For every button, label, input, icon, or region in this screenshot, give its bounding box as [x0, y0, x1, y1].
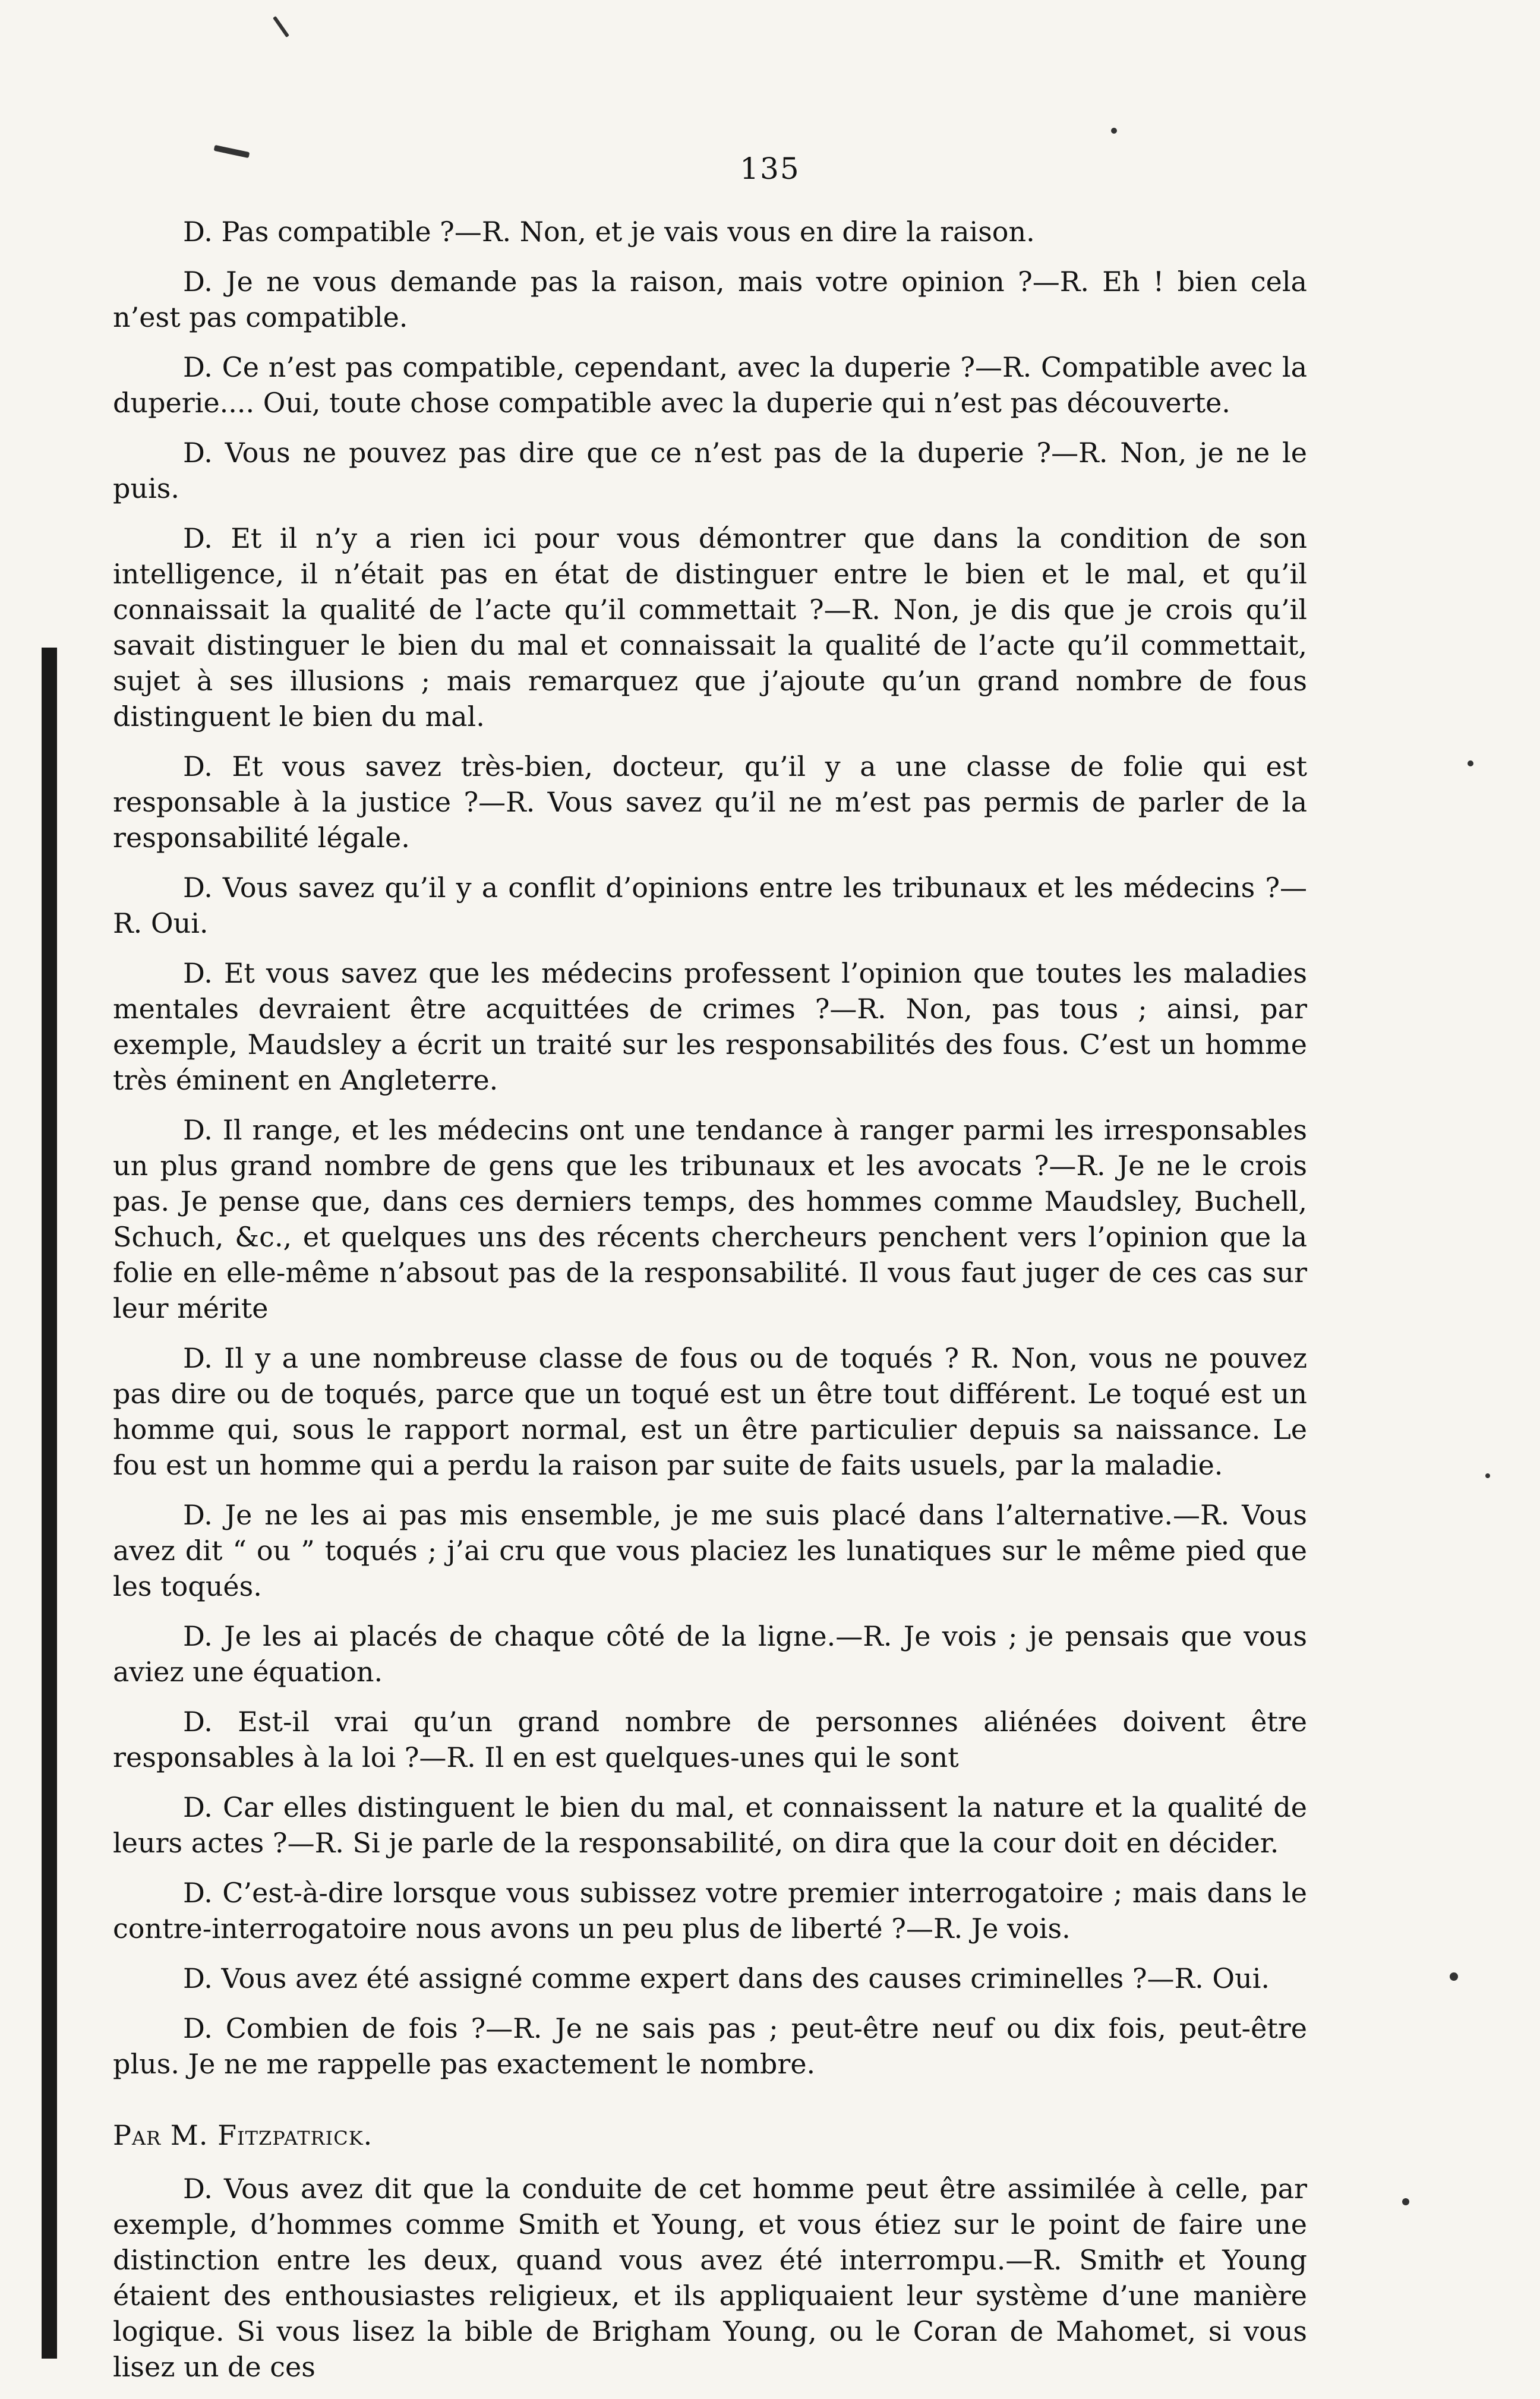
page-body: [113, 214, 1307, 2399]
section-heading: Par M. Fitzpatrick.: [113, 2119, 373, 2151]
paragraph: D. Il y a une nombreuse classe de fous ou de toqués ? R. Non, vous ne pouvez pas dire ou de toqués, parce que un toqué est un être tout différent. Le toqué est un homme qui, sous le rapport normal, est un être particulier depuis sa naissance. Le fou est un homme qui a perdu la raison par suite de faits usuels, par la maladie.: [113, 1342, 1307, 1481]
paragraph: D. C’est-à-dire lorsque vous subissez votre premier interrogatoire ; mais dans le contre-interrogatoire nous avons un peu plus de liberté ?—R. Je vois.: [113, 1877, 1307, 1945]
paragraph: D. Il range, et les médecins ont une tendance à ranger parmi les irresponsables un plus grand nombre de gens que les tribunaux et les avocats ?—R. Je ne le crois pas. Je pense que, dans ces derniers temps, des hommes comme Maudsley, Buchell, Schuch, &c., et quelques uns des récents chercheurs penchent vers l’opinion que la folie en elle-même n’absout pas de la responsabilité. Il vous faut juger de ces cas sur leur mérite: [113, 1114, 1307, 1324]
paragraph: D. Car elles distinguent le bien du mal, et connaissent la nature et la qualité de leurs actes ?—R. Si je parle de la responsabilité, on dira que la cour doit en décider.: [113, 1791, 1307, 1859]
scan-margin-bar: [42, 648, 57, 2359]
paragraph: D. Et il n’y a rien ici pour vous démontrer que dans la condition de son intelligence, il n’était pas en état de distinguer entre le bien et le mal, et qu’il connaissait la qualité de l’acte qu’il commettait ?—R. Non, je dis que je crois qu’il savait distinguer le bien du mal et connaissait la qualité de l’acte qu’il commettait, sujet à ses illusions ; mais remarquez que j’ajoute qu’un grand nombre de fous distinguent le bien du mal.: [113, 522, 1307, 733]
page-number: 135: [740, 151, 800, 186]
paragraph: D. Et vous savez que les médecins professent l’opinion que toutes les maladies mentales devraient être acquittées de crimes ?—R. Non, pas tous ; ainsi, par exemple, Maudsley a écrit un traité sur les responsabilités des fous. C’est un homme très éminent en Angleterre.: [113, 957, 1307, 1096]
paragraph: D. Je les ai placés de chaque côté de la ligne.—R. Je vois ; je pensais que vous aviez une équation.: [113, 1620, 1307, 1688]
paragraph: D. Est-il vrai qu’un grand nombre de personnes aliénées doivent être responsables à la loi ?—R. Il en est quelques-unes qui le sont: [113, 1706, 1307, 1773]
paragraph: D. Je ne les ai pas mis ensemble, je me suis placé dans l’alternative.—R. Vous avez dit “ ou ” toqués ; j’ai cru que vous placiez les lunatiques sur le même pied que les toqués.: [113, 1499, 1307, 1602]
paragraph: D. Je ne vous demande pas la raison, mais votre opinion ?—R. Eh ! bien cela n’est pas compatible.: [113, 266, 1307, 333]
paragraph: D. Pas compatible ?—R. Non, et je vais vous en dire la raison.: [183, 216, 1035, 248]
paragraph: D. Combien de fois ?—R. Je ne sais pas ; peut-être neuf ou dix fois, peut-être plus. Je ne me rappelle pas exactement le nombre.: [113, 2012, 1307, 2080]
paragraph: D. Ce n’est pas compatible, cependant, avec la duperie ?—R. Compatible avec la duperie.... Oui, toute chose compatible avec la duperie qui n’est pas découverte.: [113, 351, 1307, 419]
paragraph: D. Vous savez qu’il y a conflit d’opinions entre les tribunaux et les médecins ?—R. Oui.: [113, 872, 1307, 939]
paragraph: D. Vous avez dit que la conduite de cet homme peut être assimilée à celle, par exemple, d’hommes comme Smith et Young, et vous étiez sur le point de faire une distinction entre les deux, quand vous avez été interrompu.—R. Smith et Young étaient des enthousiastes religieux, et ils appliquaient leur système d’une manière logique. Si vous lisez la bible de Brigham Young, ou le Coran de Mahomet, si vous lisez un de ces: [113, 2173, 1307, 2383]
paragraph: D. Et vous savez très-bien, docteur, qu’il y a une classe de folie qui est responsable à la justice ?—R. Vous savez qu’il ne m’est pas permis de parler de la responsabilité légale.: [113, 750, 1307, 854]
paragraph: D. Vous ne pouvez pas dire que ce n’est pas de la duperie ?—R. Non, je ne le puis.: [113, 437, 1307, 504]
paragraph: D. Vous avez été assigné comme expert dans des causes criminelles ?—R. Oui.: [183, 1962, 1270, 1994]
